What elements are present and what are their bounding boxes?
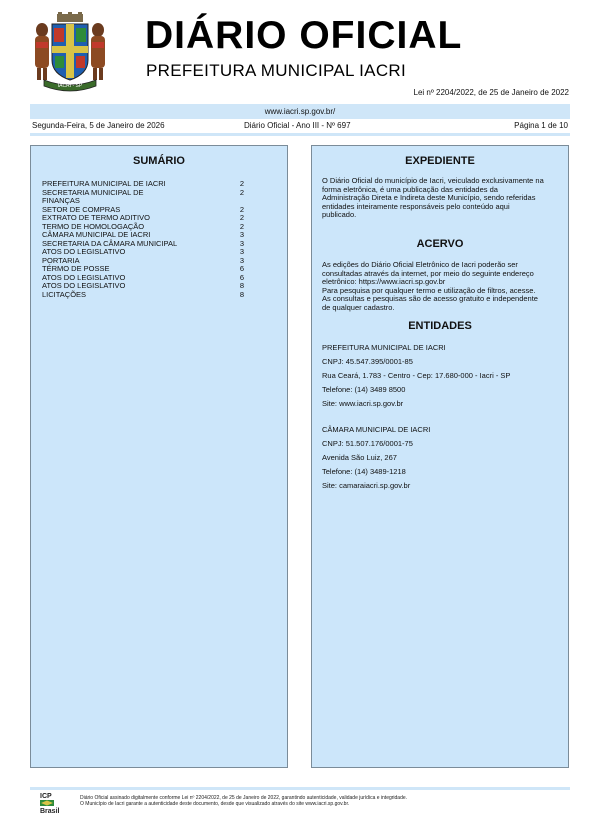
summary-item[interactable]: ATOS DO LEGISLATIVO 6 — [42, 272, 245, 282]
page-title: DIÁRIO OFICIAL — [145, 14, 463, 57]
camara-phone: Telefone: (14) 3489-1218 — [322, 467, 406, 476]
summary-item[interactable]: PREFEITURA MUNICIPAL DE IACRI 2 — [42, 179, 245, 188]
summary-item[interactable]: ATOS DO LEGISLATIVO 3 — [42, 247, 245, 256]
summary-item[interactable]: CÂMARA MUNICIPAL DE IACRI 3 — [42, 230, 245, 239]
prefeitura-name: PREFEITURA MUNICIPAL DE IACRI — [322, 343, 446, 352]
summary-item[interactable]: SETOR DE COMPRAS 2 — [42, 204, 245, 214]
expediente-heading: EXPEDIENTE — [405, 155, 475, 167]
footer-divider — [30, 787, 570, 790]
summary-item[interactable]: TÉRMO DE POSSE 6 — [42, 264, 245, 273]
summary-item[interactable]: SECRETARIA MUNICIPAL DE 2 — [42, 187, 245, 197]
expediente-text: O Diário Oficial do município de Iacri, veiculado exclusivamente na forma eletrônica, é uma publicação das entidades da Administração Direta e Indireta deste Município, sendo referidas entidades inteiramente responsáveis pelo conteúdo aqui publicado. — [322, 176, 544, 220]
info-panel — [311, 145, 569, 768]
page-indicator: Página 1 de 10 — [514, 121, 568, 130]
website-link[interactable]: www.iacri.sp.gov.br/ — [264, 107, 336, 116]
acervo-text: As edições do Diário Oficial Eletrônico de Iacri poderão ser consultadas através da internet, por meio do seguinte endereço eletrônico: https://www.iacri.sp.gov.br Para pesquisa por qualquer termo e utilização de filtros, acesse. As consultas e pesquisas são de acesso gratuito e independente de qualquer cadastro. — [322, 260, 538, 312]
icp-flag-icon — [40, 800, 54, 806]
summary-item[interactable]: EXTRATO DE TERMO ADITIVO 2 — [42, 213, 245, 222]
footer-legal-text: Diário Oficial assinado digitalmente conforme Lei nº 2204/2022, de 25 de Janeiro de 2022, garantindo autenticidade, validade jurídica e integridade. O Município de Iacri garante a autenticidade deste documento, desde que visualizado através do site www.iacri.sp.gov.br. — [80, 795, 408, 807]
summary-item[interactable]: PORTARIA 3 — [42, 255, 245, 265]
page-subtitle: PREFEITURA MUNICIPAL IACRI — [146, 61, 407, 80]
summary-item[interactable]: SECRETARIA DA CÂMARA MUNICIPAL 3 — [42, 238, 245, 248]
camara-address: Avenida São Luiz, 267 — [322, 453, 397, 462]
acervo-heading: ACERVO — [416, 238, 464, 250]
edition-info-line — [30, 120, 570, 132]
municipal-crest-icon — [30, 12, 110, 92]
svg-text:IACRI - SP: IACRI - SP — [57, 83, 83, 89]
summary-item[interactable]: LICITAÇÕES 8 — [42, 289, 245, 299]
header-divider — [30, 133, 570, 136]
summary-panel — [30, 145, 288, 768]
prefeitura-site[interactable]: Site: www.iacri.sp.gov.br — [322, 399, 404, 408]
prefeitura-cnpj: CNPJ: 45.547.395/0001-85 — [322, 357, 413, 366]
camara-cnpj: CNPJ: 51.507.176/0001-75 — [322, 439, 413, 448]
prefeitura-phone: Telefone: (14) 3489 8500 — [322, 385, 406, 394]
summary-item[interactable]: ATOS DO LEGISLATIVO 8 — [42, 281, 245, 290]
edition-number: Diário Oficial - Ano III - Nº 697 — [244, 121, 351, 130]
summary-item[interactable]: FINANÇAS — [42, 196, 80, 205]
camara-name: CÂMARA MUNICIPAL DE IACRI — [322, 425, 431, 434]
edition-date: Segunda-Feira, 5 de Janeiro de 2026 — [32, 121, 165, 130]
summary-item[interactable]: TERMO DE HOMOLOGAÇÃO 2 — [42, 221, 245, 231]
law-reference: Lei nº 2204/2022, de 25 de Janeiro de 2022 — [413, 88, 569, 97]
summary-heading: SUMÁRIO — [133, 155, 185, 167]
camara-site[interactable]: Site: camaraiacri.sp.gov.br — [322, 481, 411, 490]
prefeitura-address: Rua Ceará, 1.783 - Centro - Cep: 17.680-000 - Iacri - SP — [322, 371, 511, 380]
entidades-heading: ENTIDADES — [408, 320, 472, 332]
website-bar — [30, 104, 570, 119]
summary-list — [42, 180, 272, 299]
icp-brasil-logo: ICP Brasil — [40, 793, 60, 815]
